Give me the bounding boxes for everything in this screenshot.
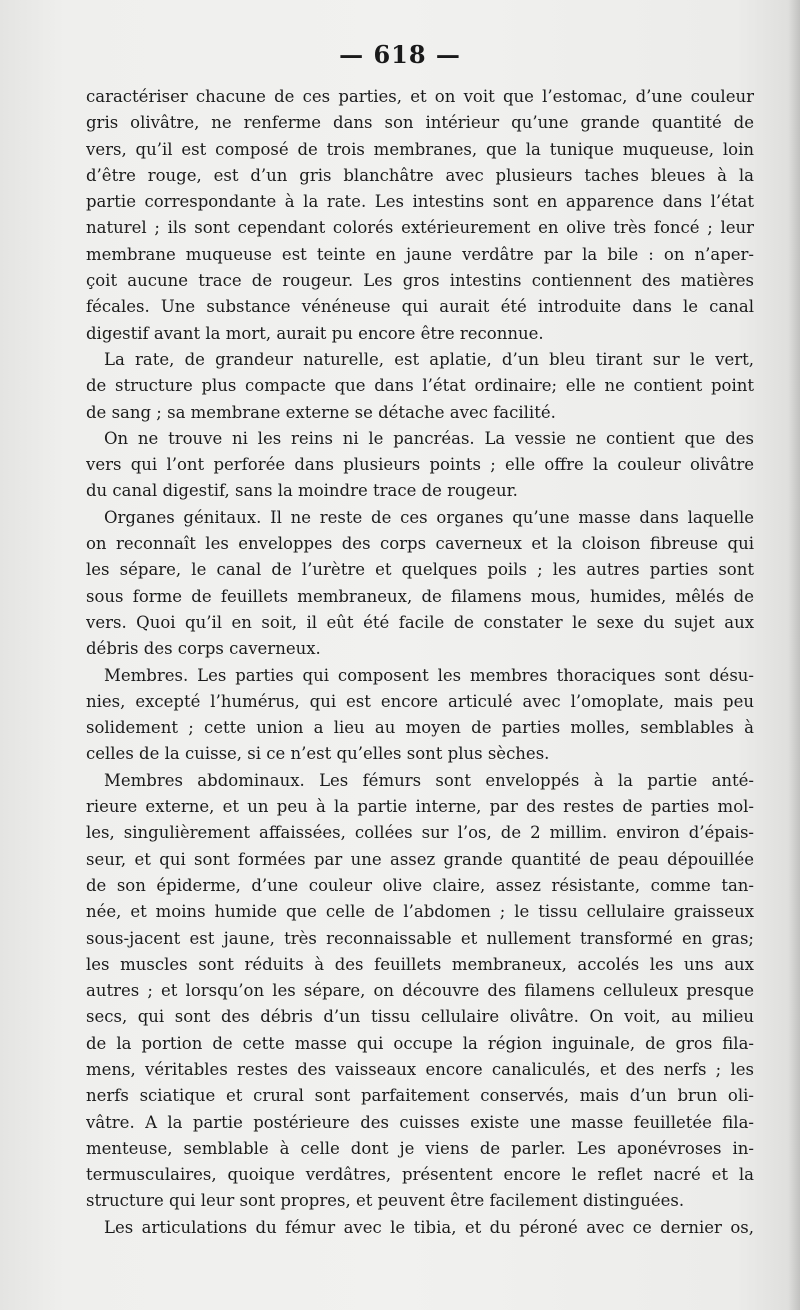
text-line: Les articulations du fémur avec le tibia, et du péroné avec ce dernier os, — [104, 1217, 754, 1237]
text-line: termusculaires, quoique verdâtres, présentent encore le reflet nacré et la — [86, 1165, 754, 1185]
text-line: sous forme de feuillets membraneux, de filamens mous, humides, mêlés de — [86, 586, 754, 606]
text-line: d’être rouge, est d’un gris blanchâtre avec plusieurs taches bleues à la — [86, 165, 754, 185]
text-line: solidement ; cette union a lieu au moyen de parties molles, semblables à — [86, 718, 754, 738]
page-edge-shadow — [788, 0, 800, 1310]
text-line: Organes génitaux. Il ne reste de ces organes qu’une masse dans laquelle — [104, 507, 754, 527]
text-line: fécales. Une substance vénéneuse qui aurait été introduite dans le canal — [86, 297, 754, 317]
text-line: caractériser chacune de ces parties, et on voit que l’estomac, d’une couleur — [86, 87, 754, 106]
text-line: nies, excepté l’humérus, qui est encore articulé avec l’omoplate, mais peu — [86, 691, 754, 711]
text-line: mens, véritables restes des vaisseaux encore canaliculés, et des nerfs ; les — [86, 1059, 754, 1079]
text-line: çoit aucune trace de rougeur. Les gros intestins contiennent des matières — [86, 271, 754, 291]
text-line: membrane muqueuse est teinte en jaune verdâtre par la bile : on n’aper- — [86, 244, 754, 264]
text-line: autres ; et lorsqu’on les sépare, on découvre des filamens celluleux presque — [86, 981, 754, 1001]
text-line: structure qui leur sont propres, et peuvent être facilement distinguées. — [86, 1191, 685, 1211]
text-line: de son épiderme, d’une couleur olive claire, assez résistante, comme tan- — [86, 875, 754, 895]
text-line: on reconnaît les enveloppes des corps caverneux et la cloison fibreuse qui — [86, 534, 754, 554]
page-number: — 618 — — [339, 40, 461, 69]
text-line: celles de la cuisse, si ce n’est qu’elles sont plus sèches. — [86, 744, 550, 764]
text-line: de sang ; sa membrane externe se détache avec facilité. — [86, 402, 556, 422]
text-line: vers, qu’il est composé de trois membranes, que la tunique muqueuse, loin — [86, 139, 754, 159]
text-line: secs, qui sont des débris d’un tissu cellulaire olivâtre. On voit, au milieu — [86, 1007, 754, 1027]
text-line: les sépare, le canal de l’urètre et quelques poils ; les autres parties sont — [86, 560, 754, 580]
text-line: sous-jacent est jaune, très reconnaissable et nullement transformé en gras; — [86, 928, 754, 948]
text-line: digestif avant la mort, aurait pu encore être reconnue. — [86, 323, 544, 343]
text-line: On ne trouve ni les reins ni le pancréas. La vessie ne contient que des — [104, 428, 754, 448]
text-line: partie correspondante à la rate. Les intestins sont en apparence dans l’état — [86, 192, 754, 212]
text-line: de la portion de cette masse qui occupe la région inguinale, de gros fila- — [86, 1033, 754, 1053]
text-line: naturel ; ils sont cependant colorés extérieurement en olive très foncé ; leur — [86, 218, 754, 238]
text-line: de structure plus compacte que dans l’état ordinaire; elle ne contient point — [86, 376, 754, 396]
text-line: La rate, de grandeur naturelle, est aplatie, d’un bleu tirant sur le vert, — [104, 349, 754, 369]
text-line: nerfs sciatique et crural sont parfaitement conservés, mais d’un brun oli- — [86, 1086, 754, 1106]
text-line: du canal digestif, sans la moindre trace de rougeur. — [86, 481, 518, 501]
text-line: Membres. Les parties qui composent les membres thoraciques sont désu- — [104, 665, 754, 685]
text-line: Membres abdominaux. Les fémurs sont enveloppés à la partie anté- — [104, 770, 754, 790]
text-line: née, et moins humide que celle de l’abdomen ; le tissu cellulaire graisseux — [86, 902, 754, 922]
text-line: débris des corps caverneux. — [86, 639, 321, 659]
text-line: rieure externe, et un peu à la partie interne, par des restes de parties mol- — [86, 797, 754, 817]
text-line: menteuse, semblable à celle dont je viens de parler. Les aponévroses in- — [86, 1138, 754, 1158]
text-line: vers qui l’ont perforée dans plusieurs points ; elle offre la couleur olivâtre — [86, 455, 754, 475]
body-text — [86, 84, 754, 1241]
text-line: gris olivâtre, ne renferme dans son intérieur qu’une grande quantité de — [86, 113, 754, 133]
text-line: les, singulièrement affaissées, collées sur l’os, de 2 millim. environ d’épais- — [86, 823, 754, 843]
text-line: seur, et qui sont formées par une assez grande quantité de peau dépouillée — [86, 849, 754, 869]
text-line: vers. Quoi qu’il en soit, il eût été facile de constater le sexe du sujet aux — [86, 612, 754, 632]
text-line: les muscles sont réduits à des feuillets membraneux, accolés les uns aux — [86, 954, 754, 974]
text-line: vâtre. A la partie postérieure des cuisses existe une masse feuilletée fila- — [86, 1112, 754, 1132]
